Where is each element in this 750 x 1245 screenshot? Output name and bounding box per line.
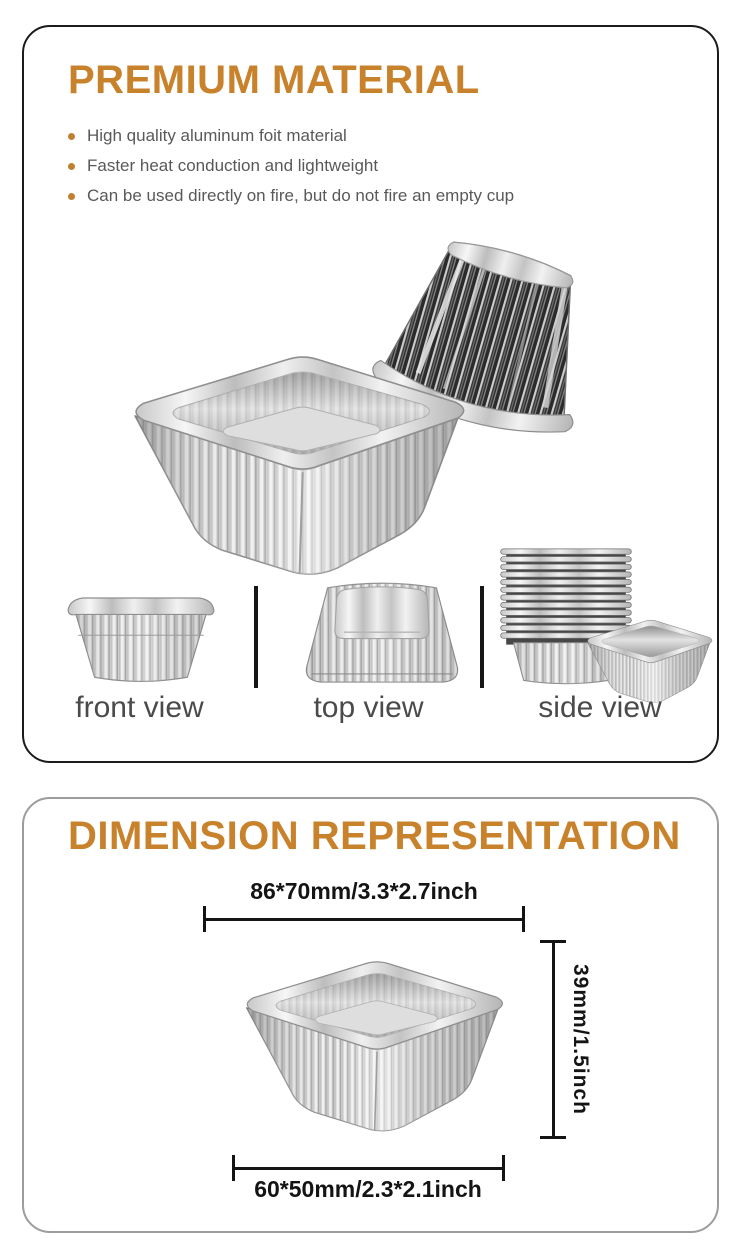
feature-bullet xyxy=(68,151,514,181)
dimension-section-title: DIMENSION REPRESENTATION xyxy=(68,814,681,858)
bullet-text: High quality aluminum foit material xyxy=(87,126,347,145)
feature-bullet xyxy=(68,121,514,151)
bullet-dot-icon xyxy=(68,133,75,140)
top-width-dimension-line xyxy=(203,906,525,932)
top-view-label: top view xyxy=(313,691,424,724)
bullet-dot-icon xyxy=(68,163,75,170)
bottom-width-dimension-label: 60*50mm/2.3*2.1inch xyxy=(254,1176,482,1202)
main-product-photo xyxy=(90,200,650,585)
height-dimension-label: 39mm/1.5inch xyxy=(569,964,592,1115)
front-view-photo xyxy=(62,588,220,690)
premium-section-title: PREMIUM MATERIAL xyxy=(68,58,480,102)
bullet-text: Can be used directly on fire, but do not fire an empty cup xyxy=(87,186,515,205)
view-divider xyxy=(480,586,484,688)
dimension-line-bar xyxy=(206,918,522,921)
side-view-label: side view xyxy=(538,691,662,724)
dimension-product-photo xyxy=(227,933,519,1144)
container-upright-photo xyxy=(110,320,485,591)
dimension-line-bar xyxy=(235,1167,502,1170)
feature-bullet-list xyxy=(68,121,514,211)
top-view-photo xyxy=(290,576,474,692)
bullet-text: Faster heat conduction and lightweight xyxy=(87,156,379,175)
view-divider xyxy=(254,586,258,688)
top-width-dimension-label: 86*70mm/3.3*2.7inch xyxy=(250,878,478,904)
dimension-line-bar xyxy=(552,943,555,1136)
front-view-label: front view xyxy=(75,691,204,724)
bullet-dot-icon xyxy=(68,193,75,200)
